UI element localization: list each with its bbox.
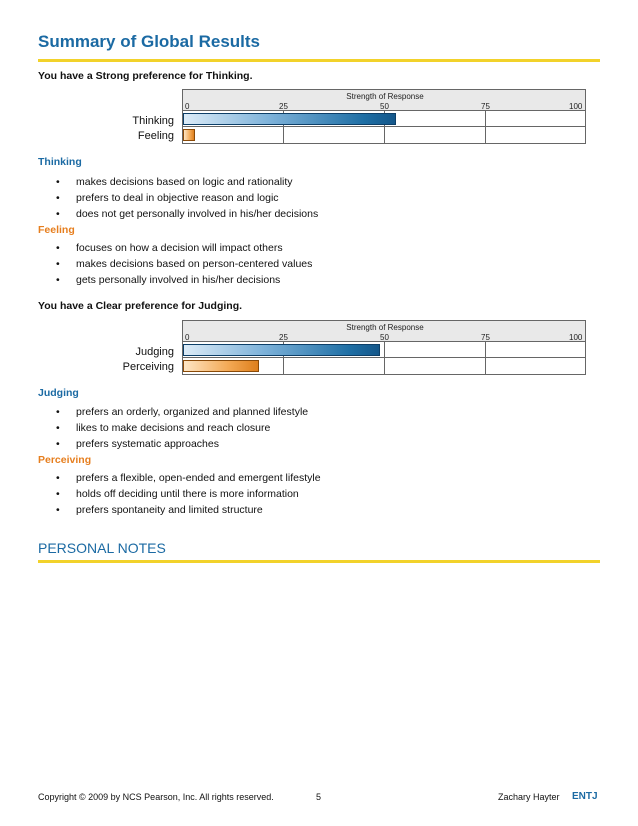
list-item: • prefers a flexible, open-ended and emergent lifestyle — [56, 472, 321, 484]
footer-type-badge: ENTJ — [572, 791, 598, 802]
list-item: • does not get personally involved in his/her decisions — [56, 208, 319, 220]
chart-header — [182, 89, 586, 111]
tick-label: 25 — [279, 333, 288, 342]
bar-judging — [183, 344, 380, 356]
list-item: • holds off deciding until there is more information — [56, 488, 299, 500]
row-label-perceiving: Perceiving — [122, 361, 174, 373]
tick-label: 50 — [380, 333, 389, 342]
footer-copyright: Copyright © 2009 by NCS Pearson, Inc. All rights reserved. — [38, 792, 274, 802]
notes-divider — [38, 560, 600, 563]
page-title: Summary of Global Results — [38, 32, 260, 51]
bar-thinking — [183, 113, 396, 125]
tick-label: 100 — [569, 102, 583, 111]
list-item: • makes decisions based on person-centered values — [56, 258, 313, 270]
heading-perceiving: Perceiving — [38, 454, 92, 466]
preference-statement-judging: You have a Clear preference for Judging. — [38, 300, 243, 312]
chart-caption: Strength of Response — [346, 92, 424, 101]
tick-label: 0 — [185, 102, 190, 111]
chart-caption: Strength of Response — [346, 323, 424, 332]
chart-plot-area — [182, 111, 586, 144]
tick-label: 0 — [185, 333, 190, 342]
tick-label: 50 — [380, 102, 389, 111]
title-divider — [38, 59, 600, 62]
chart-plot-area — [182, 342, 586, 375]
footer-page-number: 5 — [316, 792, 322, 802]
tick-label: 25 — [279, 102, 288, 111]
row-label-thinking: Thinking — [132, 115, 174, 127]
row-label-judging: Judging — [135, 346, 174, 358]
list-item: • makes decisions based on logic and rationality — [56, 176, 293, 188]
list-item: • likes to make decisions and reach closure — [56, 422, 271, 434]
personal-notes-heading: PERSONAL NOTES — [38, 540, 166, 556]
preference-statement-thinking: You have a Strong preference for Thinking. — [38, 70, 253, 82]
bar-perceiving — [183, 360, 259, 372]
heading-thinking: Thinking — [38, 156, 82, 168]
tick-label: 100 — [569, 333, 583, 342]
heading-feeling: Feeling — [38, 224, 75, 236]
heading-judging: Judging — [38, 387, 79, 399]
chart-header — [182, 320, 586, 342]
bar-feeling — [183, 129, 195, 141]
tick-label: 75 — [481, 333, 490, 342]
tick-label: 75 — [481, 102, 490, 111]
row-label-feeling: Feeling — [137, 130, 174, 142]
list-item: • prefers systematic approaches — [56, 438, 219, 450]
list-item: • prefers spontaneity and limited structure — [56, 504, 263, 516]
list-item: • prefers to deal in objective reason and logic — [56, 192, 279, 204]
list-item: • gets personally involved in his/her decisions — [56, 274, 281, 286]
footer-name: Zachary Hayter — [498, 792, 560, 802]
list-item: • focuses on how a decision will impact others — [56, 242, 283, 254]
list-item: • prefers an orderly, organized and planned lifestyle — [56, 406, 309, 418]
